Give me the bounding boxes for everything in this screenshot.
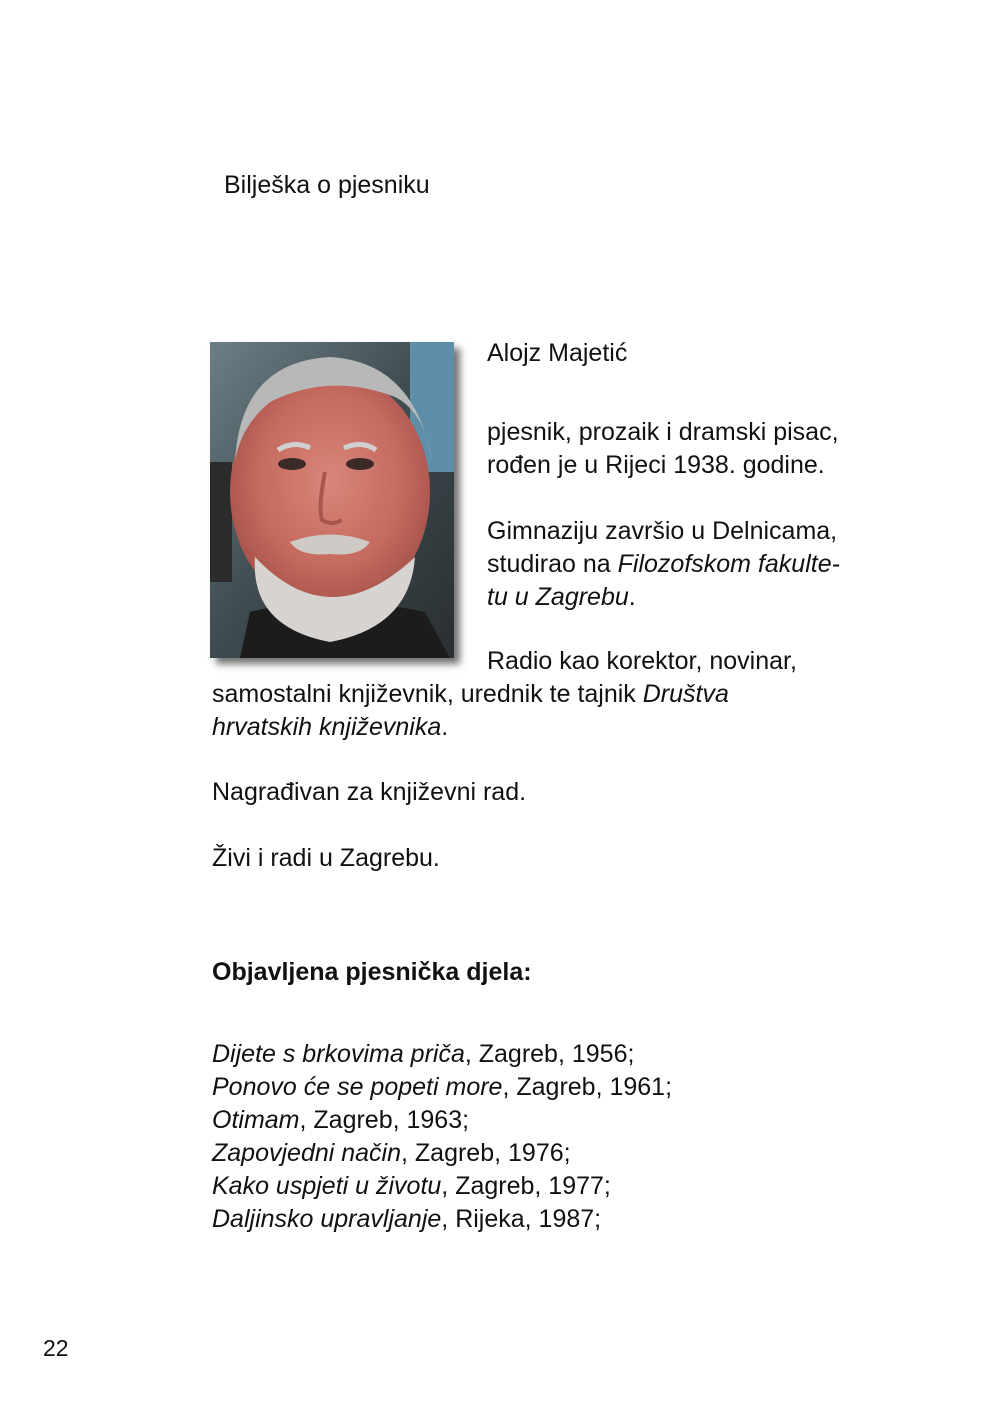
bio-text-line — [487, 548, 840, 581]
bio-paragraph-residence: Živi i radi u Zagrebu. — [212, 844, 440, 872]
work-item — [212, 1170, 672, 1203]
society-name: hrvatskih književnika — [212, 713, 442, 741]
work-details: , Zagreb, 1963; — [299, 1106, 470, 1134]
work-details: , Zagreb, 1977; — [441, 1172, 611, 1200]
work-title: Kako uspjeti u životu — [212, 1172, 442, 1200]
work-title: Dijete s brkovima priča — [212, 1040, 465, 1068]
bio-paragraph-education — [487, 515, 840, 614]
work-item — [212, 1038, 672, 1071]
bio-text: . — [441, 713, 449, 741]
work-details: , Zagreb, 1956; — [464, 1040, 635, 1068]
work-item — [212, 1137, 672, 1170]
work-item — [212, 1203, 672, 1236]
author-name: Alojz Majetić — [487, 339, 628, 367]
work-title: Daljinsko upravljanje — [212, 1205, 442, 1233]
work-item — [212, 1071, 672, 1104]
work-title: Ponovo će se popeti more — [212, 1073, 503, 1101]
bio-paragraph-awards: Nagrađivan za književni rad. — [212, 778, 527, 806]
bio-text: . — [628, 583, 636, 611]
bio-text: samostalni književnik, urednik te tajnik — [212, 680, 643, 708]
bio-text: Radio kao korektor, novinar, — [487, 647, 797, 675]
bio-paragraph-career — [212, 678, 729, 744]
bio-text-line — [487, 581, 840, 614]
work-title: Zapovjedni način — [212, 1139, 402, 1167]
work-item — [212, 1104, 672, 1137]
bio-text: rođen je u Rijeci 1938. godine. — [487, 451, 825, 479]
bio-text: pjesnik, prozaik i dramski pisac, — [487, 418, 839, 446]
work-details: , Zagreb, 1961; — [502, 1073, 673, 1101]
faculty-name: tu u Zagrebu — [487, 583, 629, 611]
work-title: Otimam — [212, 1106, 300, 1134]
author-portrait-photo — [210, 342, 454, 658]
section-title: Bilješka o pjesniku — [224, 171, 430, 199]
page-number: 22 — [43, 1335, 69, 1361]
portrait-image — [210, 342, 454, 658]
bio-text: Gimnaziju završio u Delnicama, — [487, 517, 838, 545]
work-details: , Rijeka, 1987; — [441, 1205, 602, 1233]
bio-paragraph-birth — [487, 416, 839, 482]
society-name: Društva — [642, 680, 729, 708]
works-list — [212, 1038, 672, 1236]
bio-text: studirao na — [487, 550, 618, 578]
faculty-name: Filozofskom fakulte- — [617, 550, 840, 578]
publications-heading: Objavljena pjesnička djela: — [212, 958, 532, 986]
work-details: , Zagreb, 1976; — [401, 1139, 571, 1167]
